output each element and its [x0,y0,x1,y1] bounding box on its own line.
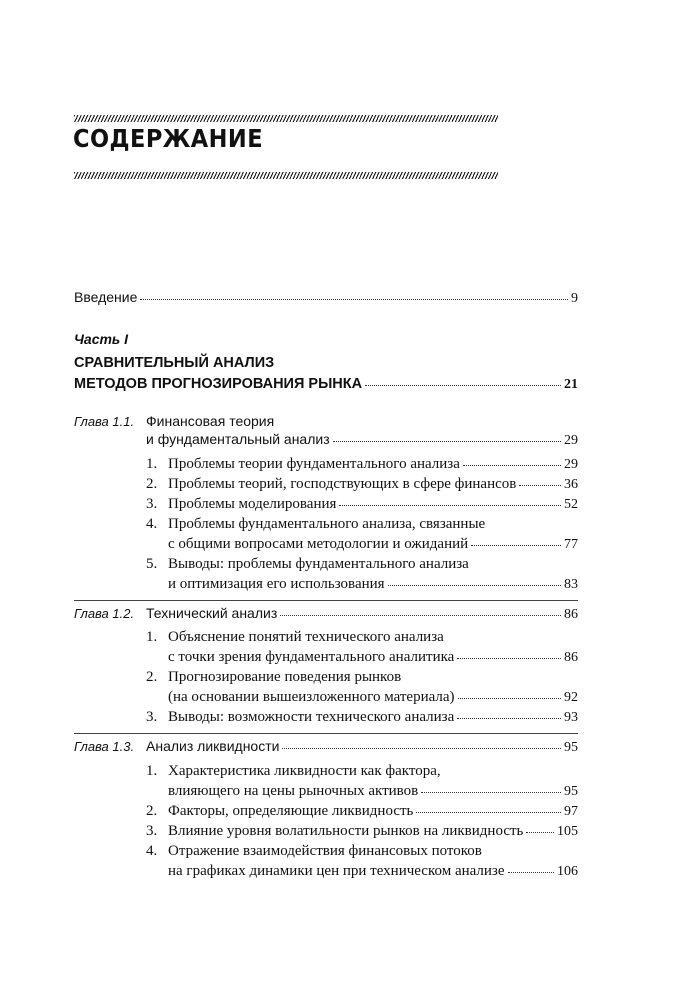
section-title: влияющего на цены рыночных активов [168,783,419,799]
chapter-title: Анализ ликвидности [146,738,280,754]
toc-entry-chapter[interactable] [74,431,578,451]
toc-entry-section-line1 [74,669,578,689]
section-number: 3. [146,496,158,512]
toc-entry-page: 105 [557,824,578,839]
section-title: Проблемы моделирования [168,496,337,512]
section-number: 2. [146,476,158,492]
toc-entry-part[interactable] [74,376,578,396]
section-title: Проблемы теорий, господствующих в сфере финансов [168,476,517,492]
section-title: Проблемы фундаментального анализа, связанные [168,516,486,532]
section-title: с точки зрения фундаментального аналитика [168,649,455,665]
section-number: 1. [146,456,158,472]
toc-entry-section[interactable] [74,783,578,803]
part-title-text: МЕТОДОВ ПРОГНОЗИРОВАНИЯ РЫНКА [74,376,363,392]
toc-entry-section[interactable] [74,649,578,669]
dot-leader [457,658,561,659]
section-number: 4. [146,516,158,532]
dot-leader [463,465,561,466]
dot-leader [421,792,561,793]
chapter-label: Глава 1.3. [74,739,135,754]
toc-entry-section[interactable] [74,476,578,496]
toc-entry-page: 86 [564,650,578,665]
chapter-divider [74,733,578,734]
toc-entry-section[interactable] [74,863,578,883]
dot-leader [388,585,561,586]
toc-entry-page: 77 [564,537,578,552]
section-title: Факторы, определяющие ликвидность [168,803,414,819]
dot-leader [282,748,561,749]
section-number: 3. [146,709,158,725]
toc-entry-section-line1 [74,763,578,783]
dot-leader [508,872,554,873]
toc-entry-section[interactable] [74,496,578,516]
part-title-text: СРАВНИТЕЛЬНЫЙ АНАЛИЗ [74,355,275,371]
chapter-title: и фундаментальный анализ [146,431,330,447]
section-title: Отражение взаимодействия финансовых потоков [168,843,482,859]
section-number: 4. [146,843,158,859]
toc-entry-section-line1 [74,629,578,649]
toc-entry-page: 9 [571,291,578,306]
dot-leader [140,299,568,300]
section-number: 2. [146,669,158,685]
section-title: Объяснение понятий технического анализа [168,629,444,645]
toc-entry-page: 83 [564,577,578,592]
section-title: Выводы: возможности технического анализа [168,709,455,725]
section-title: на графиках динамики цен при техническом анализе [168,863,505,879]
toc-entry-page: 95 [564,740,578,755]
dot-leader [526,832,554,833]
part-label: Часть I [74,331,129,347]
toc-entry-page: 29 [564,457,578,472]
dot-leader [519,485,561,486]
dot-leader [339,505,561,506]
section-title: с общими вопросами методологии и ожиданий [168,536,469,552]
dot-leader [280,615,561,616]
toc-entry-chapter[interactable] [74,605,578,625]
toc-entry-section[interactable] [74,689,578,709]
chapter-label: Глава 1.2. [74,606,135,621]
page-title: СОДЕРЖАНИЕ [73,124,264,153]
section-title: Влияние уровня волатильности рынков на ликвидность [168,823,524,839]
section-title: Прогнозирование поведения рынков [168,669,402,685]
toc-entry-chapter[interactable] [74,738,578,758]
section-number: 5. [146,556,158,572]
toc-entry-page: 106 [557,864,578,879]
toc-entry-section[interactable] [74,576,578,596]
toc-entry-section-line1 [74,843,578,863]
toc-entry-section[interactable] [74,456,578,476]
chapter-heading-line1 [74,413,578,433]
toc-entry-page: 97 [564,804,578,819]
section-title: Выводы: проблемы фундаментального анализа [168,556,469,572]
section-title: и оптимизация его использования [168,576,385,592]
dot-leader [416,812,561,813]
section-number: 1. [146,629,158,645]
toc-entry-page: 36 [564,477,578,492]
toc-entry-title: Введение [74,289,138,305]
chapter-label: Глава 1.1. [74,414,135,429]
section-number: 1. [146,763,158,779]
section-title: Проблемы теории фундаментального анализа [168,456,460,472]
dot-leader [365,385,561,386]
title-top-rule [74,115,498,122]
dot-leader [333,441,561,442]
toc-entry-section[interactable] [74,803,578,823]
toc-entry-page: 93 [564,710,578,725]
toc-entry-page: 29 [564,433,578,448]
toc-entry-intro[interactable] [74,289,578,309]
toc-entry-page: 95 [564,784,578,799]
toc-entry-page: 52 [564,497,578,512]
section-number: 2. [146,803,158,819]
dot-leader [457,718,561,719]
toc-entry-section-line1 [74,556,578,576]
toc-entry-page: 86 [564,607,578,622]
part-title-line1 [74,355,578,375]
toc-entry-page: 21 [564,377,578,392]
section-title: (на основании вышеизложенного материала) [168,689,455,705]
section-title: Характеристика ликвидности как фактора, [168,763,441,779]
toc-entry-section-line1 [74,516,578,536]
toc-entry-section[interactable] [74,823,578,843]
chapter-divider [74,600,578,601]
section-number: 3. [146,823,158,839]
dot-leader [458,698,561,699]
chapter-title: Финансовая теория [146,413,275,429]
title-bottom-rule [74,172,498,179]
dot-leader [471,545,561,546]
chapter-title: Технический анализ [146,605,278,621]
toc-entry-section[interactable] [74,536,578,556]
toc-entry-page: 92 [564,690,578,705]
toc-entry-section[interactable] [74,709,578,729]
